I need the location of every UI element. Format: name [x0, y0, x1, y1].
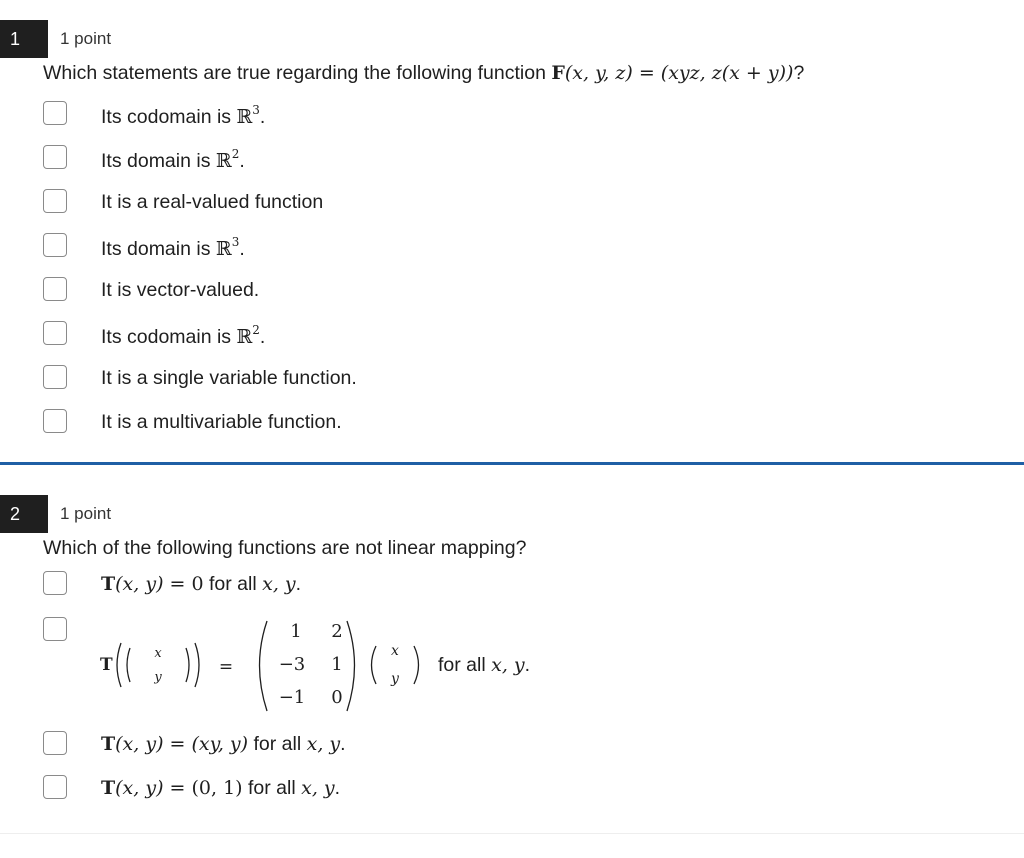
- matrix-cell: 2: [331, 621, 343, 642]
- q1-option-8-checkbox[interactable]: [43, 409, 67, 433]
- q1-option-1-label: Its codomain is ℝ$^3$.: [101, 103, 266, 128]
- matrix-paren-left: [260, 621, 268, 711]
- q2-option-3-label: T(x, y) = (xy, y) for all x, y.: [101, 733, 346, 755]
- T-symbol: T: [100, 655, 113, 675]
- question-2-points: 1 point: [60, 504, 112, 523]
- q2-option-1-checkbox[interactable]: [43, 571, 67, 595]
- question-1-prompt: [43, 62, 804, 85]
- q2-option-2-tail: for all x, y.: [438, 654, 531, 676]
- question-2-prompt: Which of the following functions are not linear mapping?: [43, 537, 527, 559]
- vec-paren-left: [127, 648, 130, 682]
- q2-option-3: [43, 731, 943, 761]
- vec-y: y: [154, 670, 162, 685]
- q1-option-1: [43, 101, 943, 131]
- q2-option-4-label: T(x, y) = (0, 1) for all x, y.: [101, 777, 341, 799]
- q2-option-1-label: T(x, y) = 0 for all x, y.: [101, 573, 302, 595]
- vec-paren-right: [186, 648, 189, 682]
- q1-option-4-checkbox[interactable]: [43, 233, 67, 257]
- q1-option-3-label: It is a real-valued function: [101, 191, 324, 213]
- question-divider: [0, 462, 1024, 465]
- question-2-number: 2: [0, 495, 48, 533]
- q2-option-1: [43, 571, 943, 601]
- q2-option-4: [43, 775, 943, 805]
- vec-x: x: [154, 646, 162, 661]
- q1-option-8: [43, 409, 943, 439]
- vector-paren-left: [372, 646, 377, 684]
- question-1-points: 1 point: [60, 29, 112, 48]
- vector-y: y: [391, 671, 399, 687]
- q1-option-8-label: It is a multivariable function.: [101, 411, 342, 433]
- q1-option-5: [43, 277, 943, 307]
- q1-option-6-checkbox[interactable]: [43, 321, 67, 345]
- q1-option-5-checkbox[interactable]: [43, 277, 67, 301]
- q2-option-3-checkbox[interactable]: [43, 731, 67, 755]
- q2-option-4-checkbox[interactable]: [43, 775, 67, 799]
- q1-option-4: [43, 233, 943, 263]
- vector-x: x: [391, 643, 399, 659]
- matrix-cell: 1: [331, 654, 343, 675]
- outer-paren-left: [117, 643, 121, 687]
- q2-option-2-checkbox[interactable]: [43, 617, 67, 641]
- q1-option-7: [43, 365, 943, 395]
- bottom-divider: [0, 833, 1024, 834]
- q1-option-7-label: It is a single variable function.: [101, 367, 357, 389]
- q1-option-3-checkbox[interactable]: [43, 189, 67, 213]
- question-1-number: 1: [0, 20, 48, 58]
- q1-option-2-label: Its domain is ℝ$^2$.: [101, 147, 245, 172]
- matrix-cell: 1: [290, 621, 302, 642]
- matrix-paren-right: [347, 621, 355, 711]
- prompt-suffix: ?: [793, 62, 805, 84]
- matrix-cell: −3: [278, 654, 306, 675]
- outer-paren-right: [195, 643, 199, 687]
- q1-option-1-checkbox[interactable]: [43, 101, 67, 125]
- prompt-prefix: Which statements are true regarding the following function: [43, 62, 552, 84]
- q1-option-3: [43, 189, 943, 219]
- matrix-cell: −1: [278, 687, 306, 708]
- function-definition: (x, y, z) = (xyz, z(x + y)): [564, 62, 794, 84]
- matrix-cell: 0: [331, 687, 343, 708]
- equals-sign: =: [218, 657, 234, 677]
- q1-option-5-label: It is vector-valued.: [101, 279, 260, 301]
- q1-option-7-checkbox[interactable]: [43, 365, 67, 389]
- q1-option-4-label: Its domain is ℝ$^3$.: [101, 235, 245, 260]
- q1-option-6: [43, 321, 943, 351]
- vector-paren-right: [414, 646, 419, 684]
- q1-option-2: [43, 145, 943, 175]
- q1-option-2-checkbox[interactable]: [43, 145, 67, 169]
- function-F: F: [551, 62, 565, 84]
- q1-option-6-label: Its codomain is ℝ$^2$.: [101, 323, 266, 348]
